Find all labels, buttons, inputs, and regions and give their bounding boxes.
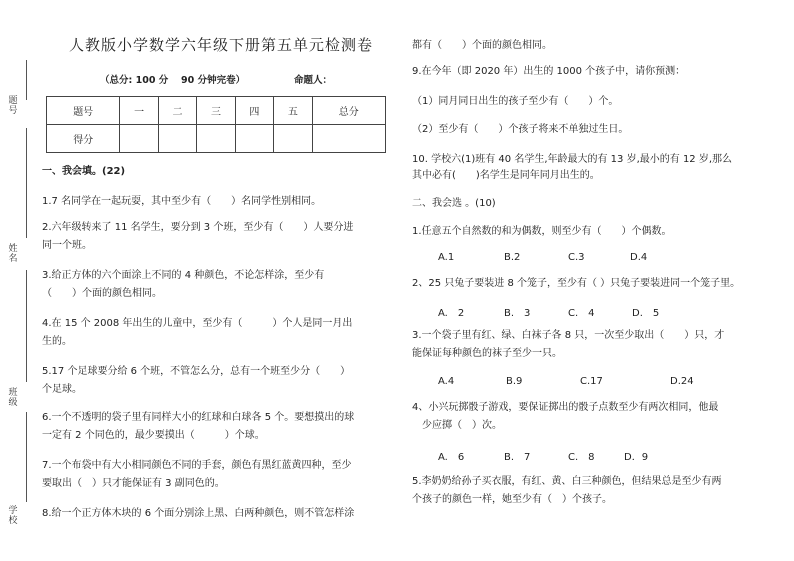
- score-row-label: 得分: [47, 125, 120, 153]
- option-d[interactable]: D.24: [670, 376, 694, 387]
- question-line: 能保证每种颜色的袜子至少一只。: [412, 348, 562, 359]
- option-a[interactable]: A. 6: [438, 452, 465, 463]
- score-input-cell[interactable]: [120, 125, 158, 153]
- question-line: 生的。: [42, 336, 72, 347]
- option-c[interactable]: C. 4: [568, 308, 595, 319]
- score-cell-part-3: 三: [197, 97, 235, 125]
- score-cell-part-1: 一: [120, 97, 158, 125]
- margin-line: [26, 128, 27, 238]
- option-c[interactable]: C.17: [580, 376, 603, 387]
- question-line: 1.任意五个自然数的和为偶数，则至少有（ ）个偶数。: [412, 226, 672, 237]
- question-line: 1.7 名同学在一起玩耍，其中至少有（ ）名同学性别相同。: [42, 196, 322, 207]
- page-title: 人教版小学数学六年级下册第五单元检测卷: [68, 36, 373, 54]
- option-b[interactable]: B. 7: [504, 452, 531, 463]
- score-cell-label: 题号: [47, 97, 120, 125]
- question-line: 6.一个不透明的袋子里有同样大小的红球和白球各 5 个。要想摸出的球: [42, 412, 355, 423]
- score-cell-part-5: 五: [274, 97, 312, 125]
- question-line: 7.一个布袋中有大小相同颜色不同的手套，颜色有黑红蓝黄四种，至少: [42, 460, 352, 471]
- question-line: （1）同月同日出生的孩子至少有（ ）个。: [412, 96, 619, 107]
- margin-line: [26, 412, 27, 502]
- section-heading-choose: 二、我会选 。(10): [412, 198, 496, 209]
- margin-label-class: 班级: [8, 388, 18, 408]
- question-line: 9.在今年（即 2020 年）出生的 1000 个孩子中，请你预测：: [412, 66, 686, 77]
- margin-label-name: 姓名: [8, 244, 18, 264]
- option-d[interactable]: D. 5: [632, 308, 660, 319]
- question-line: 4、小兴玩掷骰子游戏，要保证掷出的骰子点数至少有两次相同，他最: [412, 402, 719, 413]
- score-table-header-row: [47, 97, 386, 125]
- question-line: 一定有 2 个同色的，最少要摸出（ ）个球。: [42, 430, 265, 441]
- question-line: 10. 学校六(1)班有 40 名学生,年龄最大的有 13 岁,最小的有 12 岁,那么: [412, 154, 733, 165]
- question-line: 5.李奶奶给孙子买衣服，有红、黄、白三种颜色，但结果总是至少有两: [412, 476, 722, 487]
- option-a[interactable]: A.4: [438, 376, 455, 387]
- exam-author: 命题人：: [294, 75, 333, 86]
- question-line: 个孩子的颜色一样，她至少有（ ）个孩子。: [412, 494, 612, 505]
- margin-label-number: 题号: [8, 96, 18, 116]
- score-input-cell[interactable]: [158, 125, 196, 153]
- option-d[interactable]: D.4: [630, 252, 648, 263]
- score-input-cell[interactable]: [197, 125, 235, 153]
- margin-line: [26, 60, 27, 100]
- question-line: 5.17 个足球要分给 6 个班，不管怎么分，总有一个班至少分（ ）: [42, 366, 351, 377]
- score-input-cell[interactable]: [312, 125, 385, 153]
- question-line: 2.六年级转来了 11 名学生，要分到 3 个班，至少有（ ）人要分进: [42, 222, 354, 233]
- option-a[interactable]: A. 2: [438, 308, 465, 319]
- option-d[interactable]: D．9: [624, 452, 649, 463]
- option-c[interactable]: C.3: [568, 252, 585, 263]
- option-b[interactable]: B.9: [506, 376, 523, 387]
- margin-line: [26, 270, 27, 382]
- score-cell-part-4: 四: [235, 97, 273, 125]
- option-b[interactable]: B.2: [504, 252, 521, 263]
- margin-label-school: 学校: [8, 506, 18, 526]
- question-line: 3.一个袋子里有红、绿、白袜子各 8 只，一次至少取出（ ）只，才: [412, 330, 725, 341]
- score-cell-part-2: 二: [158, 97, 196, 125]
- section-heading-fill: 一、我会填。(22): [42, 166, 126, 177]
- question-line: （ ）个面的颜色相同。: [42, 288, 162, 299]
- option-b[interactable]: B. 3: [504, 308, 531, 319]
- option-a[interactable]: A.1: [438, 252, 455, 263]
- question-line: 8.给一个正方体木块的 6 个面分别涂上黑、白两种颜色，则不管怎样涂: [42, 508, 355, 519]
- question-line: 3.给正方体的六个面涂上不同的 4 种颜色，不论怎样涂，至少有: [42, 270, 325, 281]
- question-line: 要取出（ ）只才能保证有 3 副同色的。: [42, 478, 225, 489]
- option-c[interactable]: C. 8: [568, 452, 595, 463]
- question-line: 4.在 15 个 2008 年出生的儿童中，至少有（ ）个人是同一月出: [42, 318, 353, 329]
- question-line: 同一个班。: [42, 240, 92, 251]
- question-line: 都有（ ）个面的颜色相同。: [412, 40, 552, 51]
- score-input-cell[interactable]: [235, 125, 273, 153]
- score-input-cell[interactable]: [274, 125, 312, 153]
- score-table: [46, 96, 386, 153]
- score-table-score-row: [47, 125, 386, 153]
- score-cell-total: 总分: [312, 97, 385, 125]
- question-line: 其中必有( )名学生是同年同月出生的。: [412, 170, 600, 181]
- question-line: 个足球。: [42, 384, 82, 395]
- question-line: 少应掷（ ）次。: [412, 420, 502, 431]
- question-line: （2）至少有（ ）个孩子将来不单独过生日。: [412, 124, 629, 135]
- question-line: 2、25 只兔子要装进 8 个笼子，至少有（ ）只兔子要装进同一个笼子里。: [412, 278, 741, 289]
- exam-total-info: （总分: 100 分 90 分钟完卷）: [100, 75, 246, 86]
